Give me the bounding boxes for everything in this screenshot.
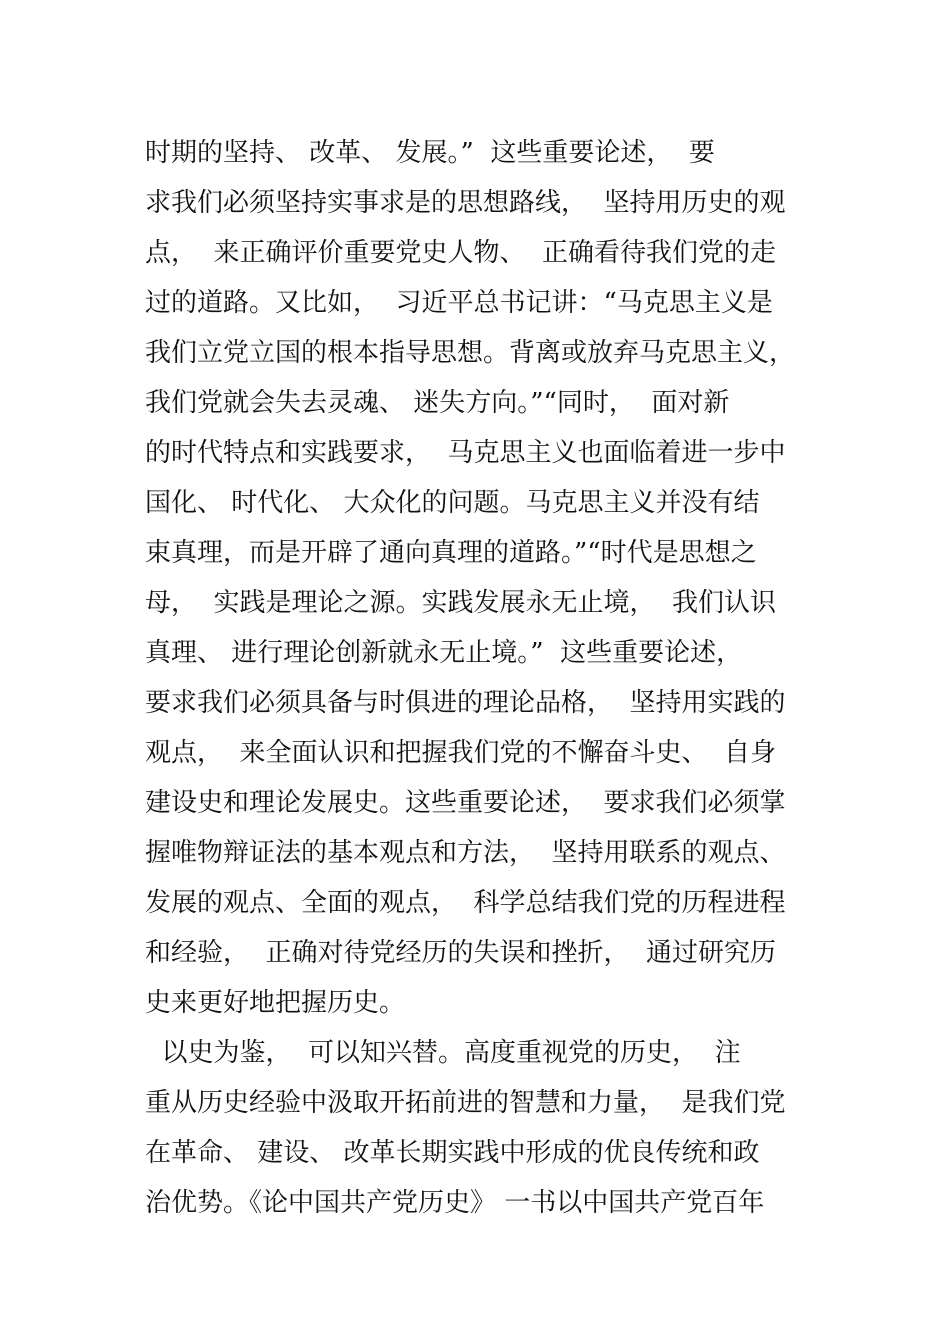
text-line: 束真理，而是开辟了通向真理的道路。”“时代是思想之: [145, 538, 757, 568]
text-line: 真理、 进行理论创新就永无止境。” 这些重要论述，: [145, 638, 743, 668]
text-line: 时期的坚持、 改革、 发展。” 这些重要论述， 要: [145, 138, 715, 168]
text-line: 史来更好地把握历史。: [145, 988, 406, 1018]
text-line: 求我们必须坚持实事求是的思想路线， 坚持用历史的观: [145, 188, 786, 218]
text-line: 过的道路。又比如， 习近平总书记讲：“马克思主义是: [145, 288, 773, 318]
text-line: 治优势。《论中国共产党历史》 一书以中国共产党百年: [145, 1188, 765, 1218]
text-line: 观点， 来全面认识和把握我们党的不懈奋斗史、 自身: [145, 738, 777, 768]
text-line: 母， 实践是理论之源。实践发展永无止境， 我们认识: [145, 588, 777, 618]
text-line: 我们党就会失去灵魂、 迷失方向。”“同时， 面对新: [145, 388, 730, 418]
text-line: 建设史和理论发展史。这些重要论述， 要求我们必须掌: [145, 788, 786, 818]
text-line: 在革命、 建设、 改革长期实践中形成的优良传统和政: [145, 1138, 760, 1168]
text-line: 要求我们必须具备与时俱进的理论品格， 坚持用实践的: [145, 688, 786, 718]
text-line: 发展的观点、全面的观点， 科学总结我们党的历程进程: [145, 888, 786, 918]
text-line: 和经验， 正确对待党经历的失误和挫折， 通过研究历: [145, 938, 777, 968]
text-line: 以史为鉴， 可以知兴替。高度重视党的历史， 注: [145, 1038, 741, 1068]
text-line: 国化、 时代化、 大众化的问题。马克思主义并没有结: [145, 488, 760, 518]
text-line: 我们立党立国的根本指导思想。背离或放弃马克思主义，: [145, 338, 796, 368]
text-line: 点， 来正确评价重要党史人物、 正确看待我们党的走: [145, 238, 777, 268]
text-line: 重从历史经验中汲取开拓前进的智慧和力量， 是我们党: [145, 1088, 786, 1118]
body-text: [145, 128, 815, 1228]
text-line: 的时代特点和实践要求， 马克思主义也面临着进一步中: [145, 438, 786, 468]
text-line: 握唯物辩证法的基本观点和方法， 坚持用联系的观点、: [145, 838, 786, 868]
